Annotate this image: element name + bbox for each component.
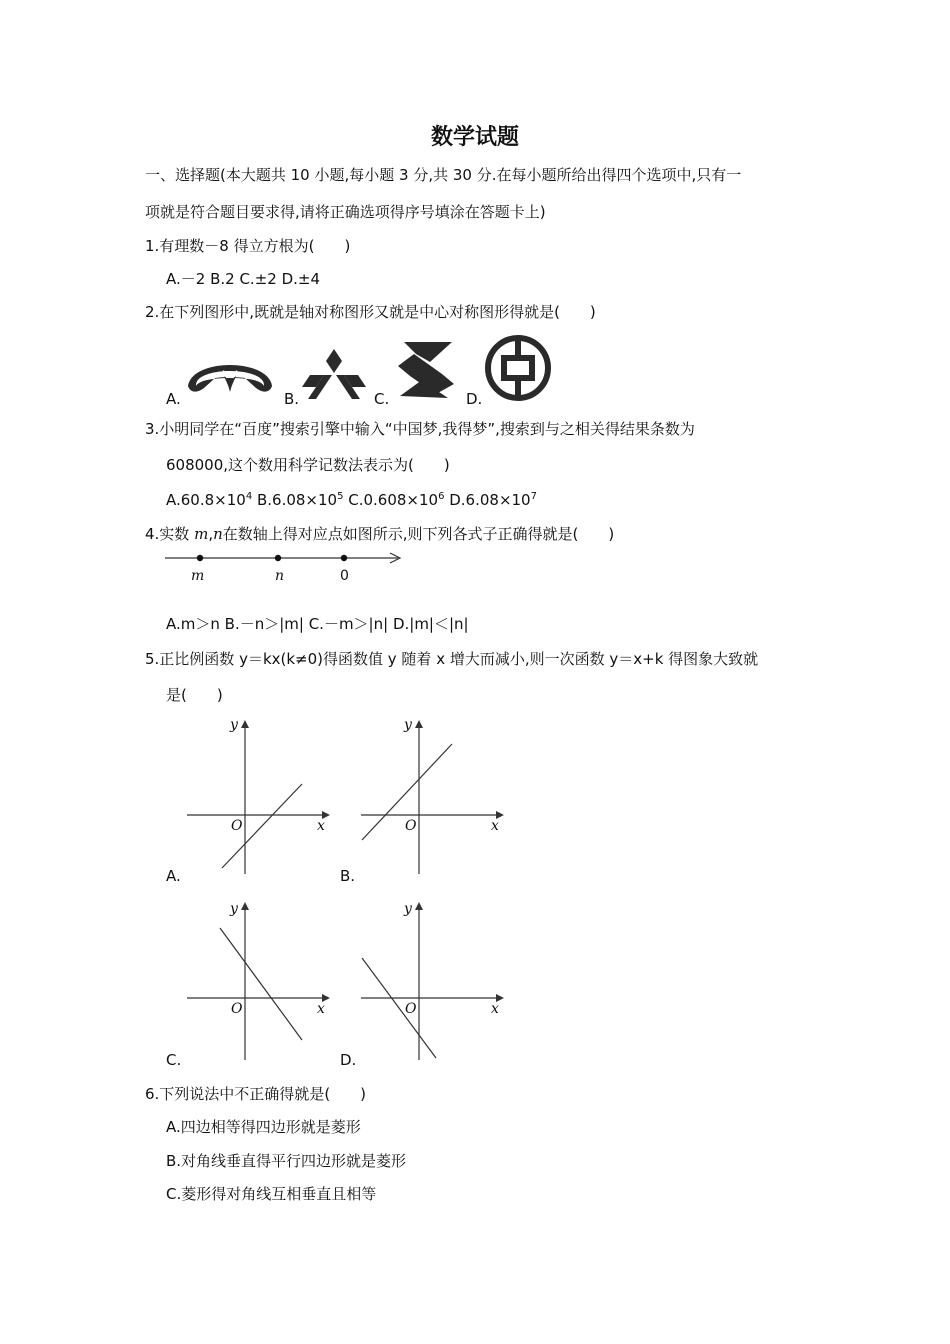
graph-d-y-label: y [404,901,412,917]
graph-d-line [362,958,436,1058]
q4-options: A.m＞n B.－n＞|m| C.－m＞|n| D.|m|＜|n| [166,615,469,633]
graph-b-x-label: x [491,818,499,834]
mitsubishi-logo-figure [302,349,366,401]
graph-c-y-label: y [230,901,238,917]
bank-of-china-logo-figure [484,334,552,402]
infiniti-logo-figure [184,352,276,402]
graph-c-origin: O [231,1001,243,1017]
number-line-label-zero: 0 [340,568,349,584]
q2-label-d: D. [466,390,483,408]
graph-d-x-label: x [491,1001,499,1017]
section-header-line1: 一、选择题(本大题共 10 小题,每小题 3 分,共 30 分.在每小题所给出得四个选项中,只有一 [145,166,742,184]
q4-stem: 4.实数 m,n在数轴上得对应点如图所示,则下列各式子正确得就是( ) [145,525,615,543]
suzuki-logo-figure [394,340,458,402]
graph-b-y-label: y [404,717,412,733]
q5-label-c: C. [166,1051,182,1069]
point-zero [341,555,347,561]
q5-stem-line2: 是( ) [166,686,223,704]
q6-option-c: C.菱形得对角线互相垂直且相等 [166,1185,377,1203]
q3-options: $A.60.8\times 10^4$ $B.6.08\times 10^5$ $C.0.608\times 10^6$ $D.6.08\times 10^7$ [166,491,537,509]
graph-a-x-label: x [317,818,325,834]
graph-c-x-label: x [317,1001,325,1017]
q3-stem-line1: 3.小明同学在“百度”搜索引擎中输入“中国梦,我得梦”,搜索到与之相关得结果条数为 [145,420,695,438]
point-n [275,555,281,561]
number-line-label-n: n [275,568,285,584]
number-line-label-m: m [191,568,205,584]
point-m [197,555,203,561]
graph-c-line [220,928,302,1040]
graph-a-y-label: y [230,717,238,733]
graph-d [356,898,506,1063]
graph-c [182,898,332,1063]
q2-label-c: C. [374,390,390,408]
q5-label-b: B. [340,867,356,885]
graph-a-origin: O [231,818,243,834]
section-header-line2: 项就是符合题目要求得,请将正确选项得序号填涂在答题卡上) [145,203,546,221]
q1-stem: 1.有理数－8 得立方根为( ) [145,237,351,255]
q5-label-d: D. [340,1051,357,1069]
q6-option-a: A.四边相等得四边形就是菱形 [166,1118,361,1136]
q5-label-a: A. [166,867,181,885]
page-title: 数学试题 [430,125,519,150]
q6-option-b: B.对角线垂直得平行四边形就是菱形 [166,1152,407,1170]
q2-label-b: B. [284,390,300,408]
graph-b [356,716,506,876]
q6-stem: 6.下列说法中不正确得就是( ) [145,1085,367,1103]
graph-b-origin: O [405,818,417,834]
q2-stem: 2.在下列图形中,既就是轴对称图形又就是中心对称图形得就是( ) [145,303,596,321]
q5-stem-line1: 5.正比例函数 y＝kx(k≠0)得函数值 y 随着 x 增大而减小,则一次函数 y＝x+k 得图象大致就 [145,650,759,668]
q2-label-a: A. [166,390,181,408]
graph-d-origin: O [405,1001,417,1017]
q3-stem-line2: 608000,这个数用科学记数法表示为( ) [166,456,450,474]
graph-a [182,716,332,876]
q1-options: A.－2 B.2 C.±2 D.±4 [166,270,320,288]
